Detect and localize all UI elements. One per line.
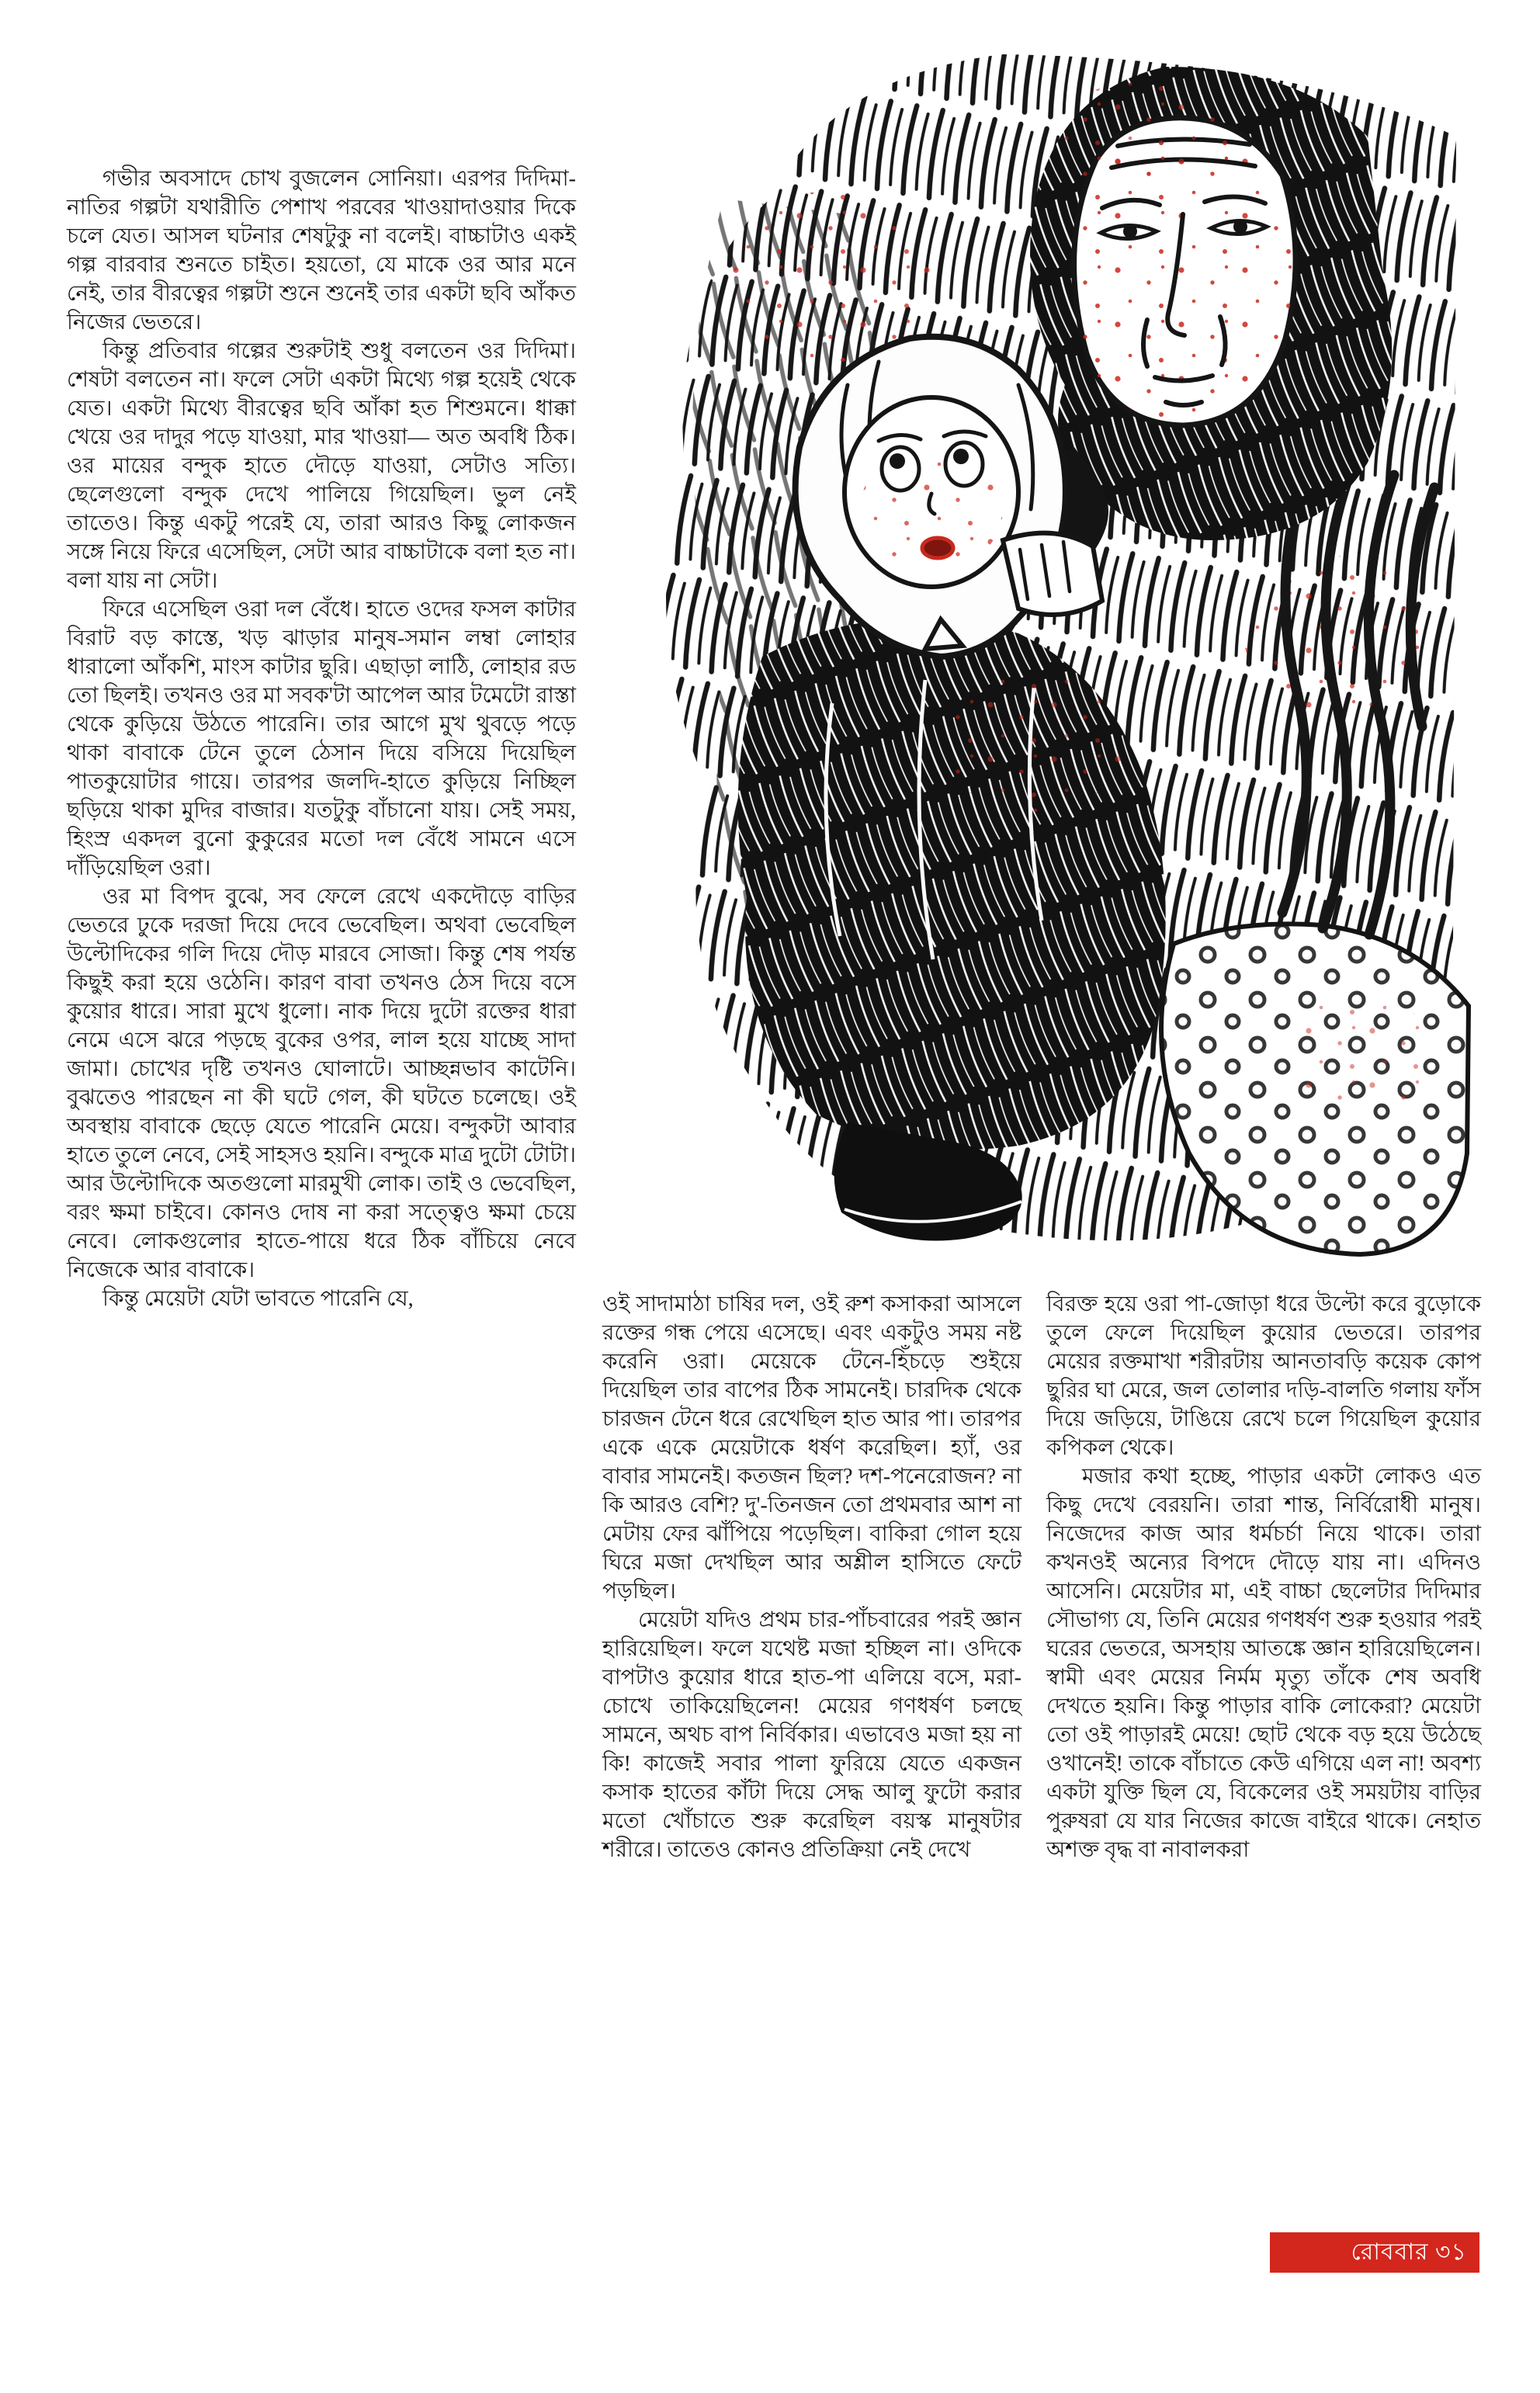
text-column-1: [67, 165, 576, 1313]
page-footer-badge: [1270, 2232, 1479, 2273]
paragraph: বিরক্ত হয়ে ওরা পা-জোড়া ধরে উল্টো করে বুড়োকে তুলে ফেলে দিয়েছিল কুয়োর ভেতরে। তারপর মেয়ের রক্তমাখা শরীরটায় আনতাবড়ি কয়েক কোপ ছুরির ঘা মেরে, জল তোলার দড়ি-বালতি গলায় ফাঁস দিয়ে জড়িয়ে, টাঙিয়ে রেখে চলে গিয়েছিল কুয়োর কপিকল থেকে।: [1046, 1292, 1481, 1460]
paragraph: মজার কথা হচ্ছে, পাড়ার একটা লোকও এত কিছু দেখে বেরয়নি। তারা শান্ত, নির্বিরোধী মানুষ। নিজেদের কাজ আর ধর্মচর্চা নিয়ে থাকে। তারা কখনওই অন্যের বিপদে দৌড়ে যায় না। এদিনও আসেনি। মেয়েটার মা, এই বাচ্চা ছেলেটার দিদিমার সৌভাগ্য যে, তিনি মেয়ের গণধর্ষণ শুরু হওয়ার পরই ঘরের ভেতরে, অসহায় আতঙ্কে জ্ঞান হারিয়েছিলেন। স্বামী এবং মেয়ের নির্মম মৃত্যু তাঁকে শেষ অবধি দেখতে হয়নি। কিন্তু পাড়ার বাকি লোকেরা? মেয়েটা তো ওই পাড়ারই মেয়ে! ছোট থেকে বড় হয়ে উঠেছে ওখানেই! তাকে বাঁচাতে কেউ এগিয়ে এল না! অবশ্য একটা যুক্তি ছিল যে, বিকেলের ওই সময়টায় বাড়ির পুরুষরা যে যার নিজের কাজে বাইরে থাকে। নেহাত অশক্ত বৃদ্ধ বা নাবালকরা: [1046, 1465, 1481, 1862]
text-column-3: [1046, 1290, 1481, 1864]
paragraph: ওই সাদামাঠা চাষির দল, ওই রুশ কসাকরা আসলে রক্তের গন্ধ পেয়ে এসেছে। এবং একটুও সময় নষ্ট করেনি ওরা। মেয়েকে টেনে-হিঁচড়ে শুইয়ে দিয়েছিল তার বাপের ঠিক সামনেই। চারদিক থেকে চারজন টেনে ধরে রেখেছিল হাত আর পা। তারপর একে একে মেয়েটাকে ধর্ষণ করেছিল। হ্যাঁ, ওর বাবার সামনেই। কতজন ছিল? দশ-পনেরোজন? না কি আরও বেশি? দু'-তিনজন তো প্রথমবার আশ না মেটায় ফের ঝাঁপিয়ে পড়েছিল। বাকিরা গোল হয়ে ঘিরে মজা দেখছিল আর অশ্লীল হাসিতে ফেটে পড়ছিল।: [602, 1292, 1021, 1604]
text-column-2: [602, 1290, 1021, 1864]
paragraph: মেয়েটা যদিও প্রথম চার-পাঁচবারের পরই জ্ঞান হারিয়েছিল। ফলে যথেষ্ট মজা হচ্ছিল না। ওদিকে বাপটাও কুয়োর ধারে হাত-পা এলিয়ে বসে, মরা-চোখে তাকিয়েছিলেন! মেয়ের গণধর্ষণ চলছে সামনে, অথচ বাপ নির্বিকার। এভাবেও মজা হয় না কি! কাজেই সবার পালা ফুরিয়ে যেতে একজন কসাক হাতের কাঁটা দিয়ে সেদ্ধ আলু ফুটো করার মতো খোঁচাতে শুরু করেছিল বয়স্ক মানুষটার শরীরে। তাতেও কোনও প্রতিক্রিয়া নেই দেখে: [602, 1608, 1021, 1862]
woodcut-illustration: [599, 43, 1481, 1271]
paragraph: কিন্তু প্রতিবার গল্পের শুরুটাই শুধু বলতেন ওর দিদিমা। শেষটা বলতেন না। ফলে সেটা একটা মিথ্যে গল্প হয়েই থেকে যেত। একটা মিথ্যে বীরত্বের ছবি আঁকা হত শিশুমনে। ধাক্কা খেয়ে ওর দাদুর পড়ে যাওয়া, মার খাওয়া— অত অবধি ঠিক। ওর মায়ের বন্দুক হাতে দৌড়ে যাওয়া, সেটাও সত্যি। ছেলেগুলো বন্দুক দেখে পালিয়ে গিয়েছিল। ভুল নেই তাতেও। কিন্তু একটু পরেই যে, তারা আরও কিছু লোকজন সঙ্গে নিয়ে ফিরে এসেছিল, সেটা আর বাচ্চাটাকে বলা হত না। বলা যায় না সেটা।: [67, 339, 576, 593]
paragraph: কিন্তু মেয়েটা যেটা ভাবতে পারেনি যে,: [102, 1287, 414, 1311]
paragraph: ফিরে এসেছিল ওরা দল বেঁধে। হাতে ওদের ফসল কাটার বিরাট বড় কাস্তে, খড় ঝাড়ার মানুষ-সমান লম্বা লোহার ধারালো আঁকশি, মাংস কাটার ছুরি। এছাড়া লাঠি, লোহার রড তো ছিলই। তখনও ওর মা সবক'টা আপেল আর টমেটো রাস্তা থেকে কুড়িয়ে উঠতে পারেনি। তার আগে মুখ থুবড়ে পড়ে থাকা বাবাকে টেনে তুলে ঠেসান দিয়ে বসিয়ে দিয়েছিল পাতকুয়োটার গায়ে। তারপর জলদি-হাতে কুড়িয়ে নিচ্ছিল ছড়িয়ে থাকা মুদির বাজার। যতটুকু বাঁচানো যায়। সেই সময়, হিংস্র একদল বুনো কুকুরের মতো দল বেঁধে সামনে এসে দাঁড়িয়েছিল ওরা।: [67, 598, 576, 880]
paragraph: গভীর অবসাদে চোখ বুজলেন সোনিয়া। এরপর দিদিমা-নাতির গল্পটা যথারীতি পেশাখ পরবের খাওয়াদাওয়ার দিকে চলে যেত। আসল ঘটনার শেষটুকু না বলেই। বাচ্চাটাও একই গল্প বারবার শুনতে চাইত। হয়তো, যে মাকে ওর আর মনে নেই, তার বীরত্বের গল্পটা শুনে শুনেই তার একটা ছবি আঁকত নিজের ভেতরে।: [67, 167, 576, 335]
paragraph: ওর মা বিপদ বুঝে, সব ফেলে রেখে একদৌড়ে বাড়ির ভেতরে ঢুকে দরজা দিয়ে দেবে ভেবেছিল। অথবা ভেবেছিল উল্টোদিকের গলি দিয়ে দৌড় মারবে সোজা। কিন্তু শেষ পর্যন্ত কিছুই করা হয়ে ওঠেনি। কারণ বাবা তখনও ঠেস দিয়ে বসে কুয়োর ধারে। সারা মুখে ধুলো। নাক দিয়ে দুটো রক্তের ধারা নেমে এসে ঝরে পড়ছে বুকের ওপর, লাল হয়ে যাচ্ছে সাদা জামা। চোখের দৃষ্টি তখনও ঘোলাটে। আচ্ছন্নভাব কাটেনি। বুঝতেও পারছেন না কী ঘটে গেল, কী ঘটতে চলেছে। ওই অবস্থায় বাবাকে ছেড়ে যেতে পারেনি মেয়ে। বন্দুকটা আবার হাতে তুলে নেবে, সেই সাহসও হয়নি। বন্দুকে মাত্র দুটো টোটা। আর উল্টোদিকে অতগুলো মারমুখী লোক। তাই ও ভেবেছিল, বরং ক্ষমা চাইবে। কোনও দোষ না করা সত্ত্বেও ক্ষমা চেয়ে নেবে। লোকগুলোর হাতে-পায়ে ধরে ঠিক বাঁচিয়ে নেবে নিজেকে আর বাবাকে।: [67, 885, 576, 1282]
page-footer-label: রোববার ৩১: [1351, 2239, 1467, 2265]
grandmother-hand: [1003, 533, 1102, 615]
